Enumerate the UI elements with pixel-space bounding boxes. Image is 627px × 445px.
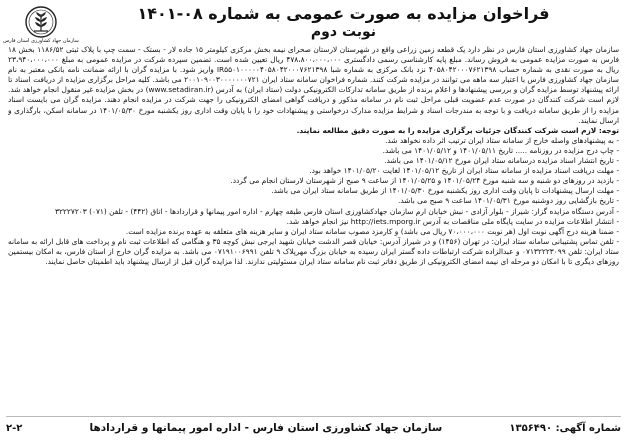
list-item: - مهلت ارسال پیشنهادات تا پایان وقت اداری روز یکشنبه مورخ ۱۴۰۱/۰۵/۳۰ از طریق سامانه ستاد ایران می باشد. <box>8 186 619 196</box>
notice-footer <box>6 416 621 439</box>
notice-title: فراخوان مزایده به صورت عمومی به شماره ۰۸-۱۴۰۱ <box>137 4 550 23</box>
intro-paragraph: سازمان جهاد کشاورزی استان فارس در نظر دارد یک قطعه زمین زراعی واقع در شهرستان لارستان صحرای نیمه بخش مرکزی کیلومتر ۱۵ جاده لار - بستک - سمت چپ با پلاک ثبتی ۱۱۸۶/۵۲ بخش ۱۸ فارس به صورت مزایده عمومی به فروش رساند. مبلغ پایه کارشناسی رسمی دادگستری ۴۷۸،۸۰۰،۰۰۰،۰۰۰ ریال تعیین شده است. تضمین سپرده شرکت در مزایده عمومی به مبلغ ۲۳،۹۴۰،۰۰۰،۰۰۰ ریال به صورت نقدی به شماره حساب ۴۰۵۸۰۴۲۰۰۰۷۶۲۱۳۹۸ نزد بانک مرکزی به شماره شبا IR۵۵۰۱۰۰۰۰۰۴۰۵۸۰۴۲۰۰۰۷۶۲۱۳۹۸ واریز شود. با مزایده گران با ارائه ضمانت نامه بانکی معتبر به نام سازمان جهاد کشاورزی فارس با اعتبار سه ماهه می توانند در مزایده شرکت کنند. شماره فراخوان سامانه ستاد ایران ۲۰۰۱۰۹۰۰۳۰۰۰۰۰۰۰۷۲۱ می باشد. کلیه مراحل برگزاری مزایده از دریافت اسناد تا ارائه پیشنهاد توسط مزایده گران و بررسی پیشنهادها و اعلام برنده از طریق سامانه تدارکات الکترونیکی دولت (ستاد ایران) به آدرس (www.setadiran.ir) در بخش مزایده غیر منقول انجام خواهد شد. لازم است شرکت کنندگان در صورت عدم عضویت قبلی مراحل ثبت نام در سامانه مذکور و دریافت گواهی امضای الکترونیکی را جهت شرکت در مزایده انجام دهند. مزایده گران می بایست اسناد مزایده را از طریق سامانه دریافت و با توجه به مندرجات اسناد و شرایط مزایده مدارک درخواستی و پیشنهادات خود را با پایان وقت اداری روز یکشنبه مورخ ۱۴۰۱/۰۵/۳۰ در سامانه اسکن، بارگذاری و ارسال نمایند. <box>8 45 619 125</box>
notice-subtitle: نوبت دوم <box>310 24 377 40</box>
notice-body <box>8 45 619 393</box>
note-line: توجه: لازم است شرکت کنندگان جزئیات برگزاری مزایده را به صورت دقیق مطالعه نمایند. <box>296 125 619 135</box>
list-item: - ضمنا هزینه درج آگهی نوبت اول (هر نوبت ۷۰،۰۰۰،۰۰۰ ریال می باشد) و کارمزد مصوب سامانه ستاد ایران و سایر هزینه های متعلقه به عهده برنده مزایده است. <box>8 227 619 237</box>
ad-number <box>509 423 621 434</box>
list-item: - به پیشنهادهای واصله خارج از سامانه ستاد ایران ترتیب اثر داده نخواهد شد. <box>8 136 619 146</box>
list-item: - تاریخ بازگشایی روز دوشنبه مورخ ۱۴۰۱/۰۵/۳۱ ساعت ۹ صبح می باشد. <box>8 196 619 206</box>
list-item: - تاریخ انتشار اسناد مزایده درسامانه ستاد ایران مورخ ۱۴۰۱/۰۵/۱۲ می باشد. <box>8 156 619 166</box>
wheat-emblem-icon <box>25 6 57 38</box>
list-item: - بازدید در روزهای دو شنبه و سه شنبه مورخ ۱۴۰۱/۰۵/۲۴ و ۱۴۰۱/۰۵/۲۵ از ساعت ۹ صبح از شهرستان لارستان انجام می گردد. <box>8 176 619 186</box>
list-item: - آدرس دستگاه مزایده گزار: شیراز - بلوار آزادی - نبش خیابان ارم سازمان جهادکشاورزی استان فارس طبقه چهارم - اداره امور پیمانها و قراردادها - اتاق (۴۴۲) - تلفن (۰۷۱) ۳۲۲۲۷۲۰۳ <box>8 207 619 217</box>
list-item: - چاپ درج مزایده در روزنامه ..... تاریخ ۱۴۰۱/۰۵/۱۱ و ۱۴۰۱/۰۵/۱۲ می باشد. <box>8 146 619 156</box>
logo-caption: سازمان جهاد کشاورزی استان فارس <box>3 38 79 44</box>
list-item: - انتشار اطلاعات مزایده در سایت پایگاه ملی مناقصات به آدرس http://iets.mporg.ir نیز انجام خواهد شد. <box>8 217 619 227</box>
ad-number-value: ۱۳۵۶۴۹۰ <box>509 422 553 434</box>
list-item: - مهلت دریافت اسناد مزایده از سامانه ستاد ایران از تاریخ ۱۴۰۱/۰۵/۱۲ لغایت ۱۴۰۱/۰۵/۲۰ خواهد بود. <box>8 166 619 176</box>
list-item: - تلفن تماس پشتیبانی سامانه ستاد ایران: در تهران (۱۴۵۶) و در شیراز آدرس: خیابان قصر الدشت خیابان شهید ایرجی نبش کوچه ۳۵ و هنگامی که اطلاعات ثبت نام و پرداخت های قابل ارائه به سامانه ستاد ایران: تلفن ۰۷۱۳۲۲۲۳۰۹۹ و عبدالزاده شرکت ارتباطات داده گستر ایران رسیده به خیابان بزرگ مهرپلاک ۹ تلفن ۰۷۱۹۱۰۰۶۹۹۱ می باشد. به مزایده گران خارج از استان فارس، به امکان بیستمین روزهای دیگری تا با امکان دو مرحله ای نیمه امضای الکترونیکی از طریق دفاتر ثبت نام سامانه ستاد ایران مسئولیتی ندارند. لذا مزایده گران قبل از ارسال پیشنهاد باید اطمینان حاصل نمایند. <box>8 237 619 267</box>
conditions-list <box>8 136 619 267</box>
page-number: ۲-۲ <box>6 422 23 434</box>
ad-number-label: شماره آگهی: <box>555 422 621 434</box>
footer-organization: سازمان جهاد کشاورزی استان فارس - اداره امور پیمانها و قراردادها <box>89 422 443 434</box>
